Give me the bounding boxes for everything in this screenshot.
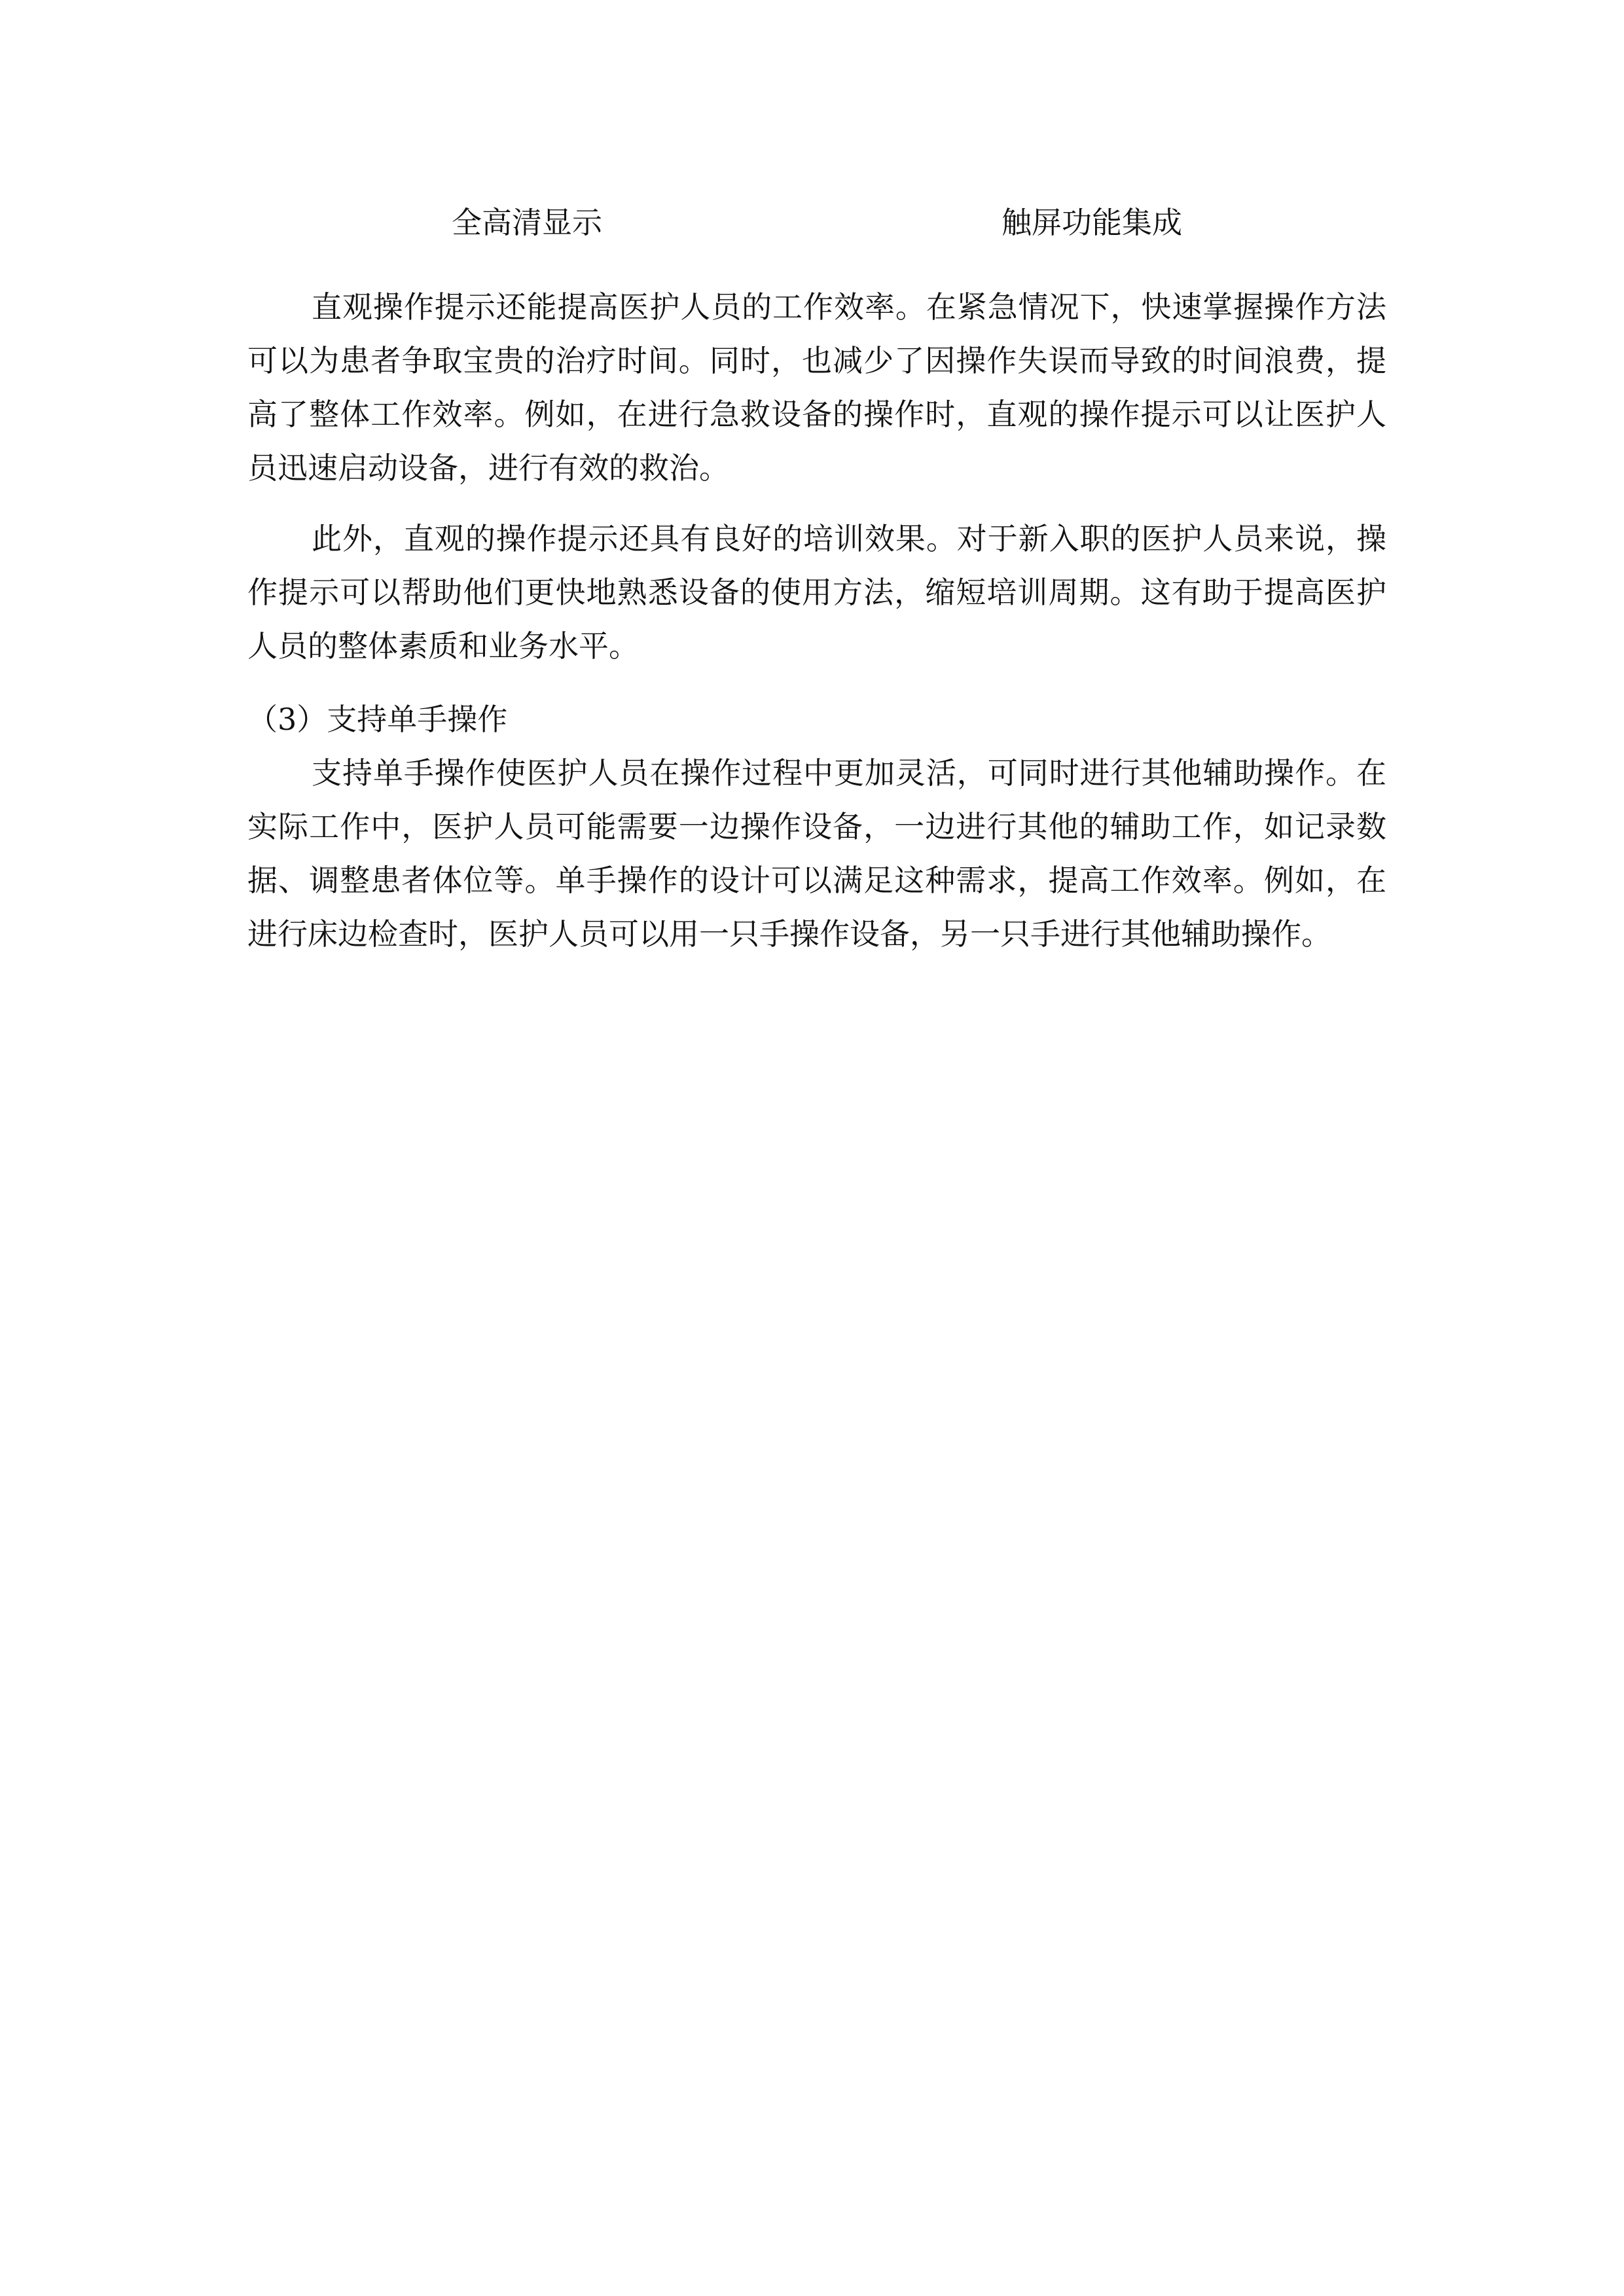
caption-touchscreen-integration: 触屏功能集成 <box>1001 205 1182 240</box>
section-heading-one-hand: （3）支持单手操作 <box>247 702 508 737</box>
caption-full-hd-display: 全高清显示 <box>452 205 602 240</box>
paragraph-efficiency: 直观操作提示还能提高医护人员的工作效率。在紧急情况下，快速掌握操作方法可以为患者争取宝贵的治疗时间。同时，也减少了因操作失误而导致的时间浪费，提高了整体工作效率。例如，在进行急救设备的操作时，直观的操作提示可以让医护人员迅速启动设备，进行有效的救治。 <box>247 289 1386 486</box>
figure-captions <box>0 196 1624 249</box>
body-text <box>247 280 1386 961</box>
paragraph-training: 此外，直观的操作提示还具有良好的培训效果。对于新入职的医护人员来说，操作提示可以帮助他们更快地熟悉设备的使用方法，缩短培训周期。这有助于提高医护人员的整体素质和业务水平。 <box>247 521 1386 664</box>
paragraph-one-hand: 支持单手操作使医护人员在操作过程中更加灵活，可同时进行其他辅助操作。在实际工作中，医护人员可能需要一边操作设备，一边进行其他的辅助工作，如记录数据、调整患者体位等。单手操作的设计可以满足这种需求，提高工作效率。例如，在进行床边检查时，医护人员可以用一只手操作设备，另一只手进行其他辅助操作。 <box>247 755 1386 952</box>
